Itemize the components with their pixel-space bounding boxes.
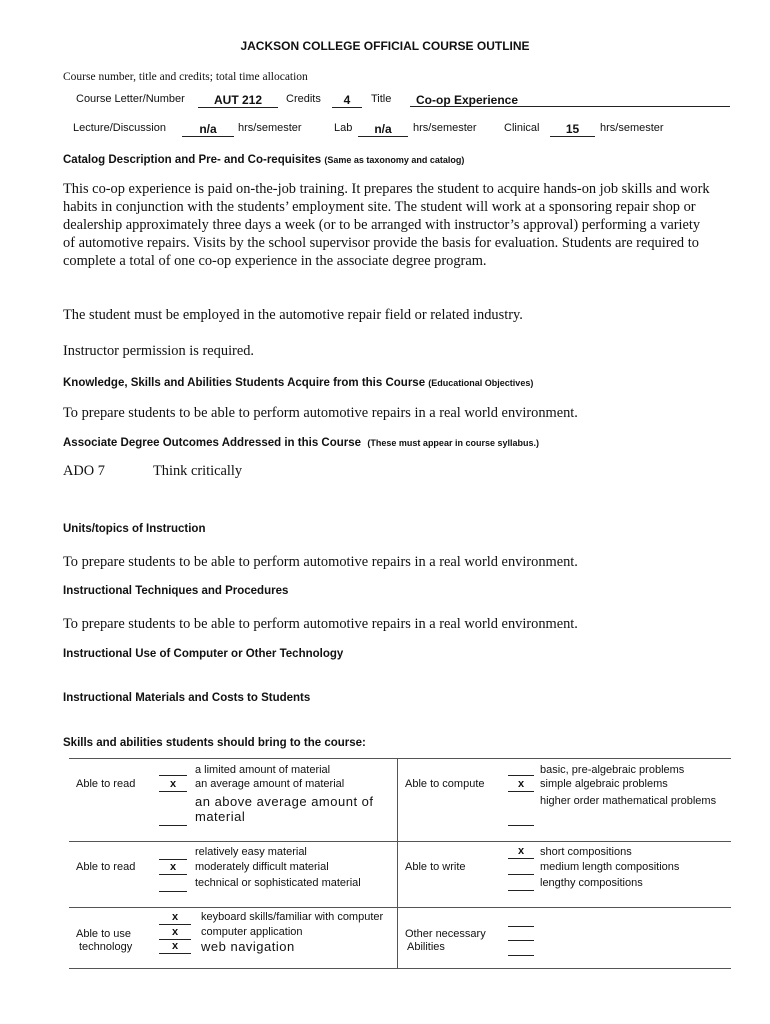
read-amount-check-2[interactable]: x [159, 778, 187, 792]
compute-check-2[interactable]: x [508, 778, 534, 792]
write-option-1: short compositions [540, 846, 632, 858]
materials-heading: Instructional Materials and Costs to Students [63, 692, 311, 704]
catalog-heading-text: Catalog Description and Pre- and Co-requisites [63, 154, 322, 166]
compute-option-1: basic, pre-algebraic problems [540, 764, 685, 776]
write-option-3: lengthy compositions [540, 877, 643, 889]
read-amount-option-2: an average amount of material [195, 778, 345, 790]
clinical-label: Clinical [504, 122, 540, 134]
read-difficulty-check-1[interactable] [159, 846, 187, 860]
computer-use-heading: Instructional Use of Computer or Other Technology [63, 648, 344, 660]
technology-check-1[interactable]: x [159, 911, 191, 925]
write-check-1[interactable]: x [508, 845, 534, 859]
read-amount-option-3: an above average amount of material [195, 794, 374, 824]
lab-label: Lab [334, 122, 353, 134]
title-label: Title [371, 93, 392, 105]
page-title: JACKSON COLLEGE OFFICIAL COURSE OUTLINE [240, 39, 530, 53]
read-difficulty-check-3[interactable] [159, 878, 187, 892]
able-to-read-difficulty-label: Able to read [76, 861, 136, 873]
abilities-label: Abilities [407, 941, 445, 953]
able-to-use-label: Able to use [76, 928, 132, 940]
other-abilities-label: Other necessary [405, 928, 486, 940]
ado-heading [63, 437, 539, 449]
read-amount-check-3[interactable] [159, 812, 187, 826]
ksa-heading-text: Knowledge, Skills and Abilities Students Acquire from this Course [63, 377, 426, 389]
compute-check-1[interactable] [508, 762, 534, 776]
ado-heading-note: (These must appear in course syllabus.) [367, 438, 539, 448]
read-difficulty-option-1: relatively easy material [195, 846, 307, 858]
read-amount-option-1: a limited amount of material [195, 764, 331, 776]
ado-heading-text: Associate Degree Outcomes Addressed in this Course [63, 437, 362, 449]
read-difficulty-option-3: technical or sophisticated material [195, 877, 361, 889]
lab-hrs-unit: hrs/semester [413, 122, 477, 134]
lecture-label: Lecture/Discussion [73, 122, 166, 134]
catalog-paragraph-2: The student must be employed in the automotive repair field or related industry. [63, 307, 523, 323]
technology-option-3: web navigation [201, 939, 295, 954]
catalog-paragraph-1: This co-op experience is paid on-the-job training. It prepares the student to acquire hands-on job skills and work habits in conjunction with the students’ employment site. The student will work at a sponsoring repair shop or dealership approximately three days a week (or to be arranged with instructor’s approval) performing a variety of automotive repairs. Visits by the school supervisor provide the basis for evaluation. Students are required to complete a total of one co-op experience in the associate degree program. [63, 181, 710, 269]
lecture-hours-field[interactable]: n/a [182, 122, 234, 137]
course-letter-number-label: Course Letter/Number [76, 93, 185, 105]
ado-text: Think critically [153, 463, 243, 479]
write-check-3[interactable] [508, 877, 534, 891]
able-to-read-label: Able to read [76, 778, 136, 790]
read-difficulty-option-2: moderately difficult material [195, 861, 329, 873]
clinical-hrs-unit: hrs/semester [600, 122, 664, 134]
other-abilities-check-3[interactable] [508, 942, 534, 956]
catalog-heading-note: (Same as taxonomy and catalog) [324, 155, 465, 165]
write-option-2: medium length compositions [540, 861, 680, 873]
technology-option-2: computer application [201, 926, 303, 938]
units-text: To prepare students to be able to perform automotive repairs in a real world environment. [63, 554, 578, 570]
catalog-paragraph-3: Instructor permission is required. [63, 343, 255, 359]
technology-option-1: keyboard skills/familiar with computer [201, 911, 384, 923]
techniques-heading: Instructional Techniques and Procedures [63, 585, 289, 597]
course-info-subheading: Course number, title and credits; total time allocation [63, 71, 308, 83]
read-amount-check-1[interactable] [159, 762, 187, 776]
units-heading: Units/topics of Instruction [63, 523, 206, 535]
compute-check-3[interactable] [508, 812, 534, 826]
technology-label: technology [79, 941, 133, 953]
course-title-field[interactable]: Co-op Experience [410, 93, 730, 107]
able-to-compute-label: Able to compute [405, 778, 485, 790]
course-letter-number-field[interactable]: AUT 212 [198, 93, 278, 108]
other-abilities-check-1[interactable] [508, 913, 534, 927]
compute-option-2: simple algebraic problems [540, 778, 668, 790]
ksa-heading-note: (Educational Objectives) [428, 378, 534, 388]
write-check-2[interactable] [508, 861, 534, 875]
credits-field[interactable]: 4 [332, 93, 362, 108]
technology-check-2[interactable]: x [159, 926, 191, 940]
skills-heading: Skills and abilities students should bring to the course: [63, 737, 366, 749]
ado-code: ADO 7 [63, 463, 105, 479]
catalog-heading [63, 154, 464, 166]
ksa-text: To prepare students to be able to perform automotive repairs in a real world environment. [63, 405, 578, 421]
compute-option-3: higher order mathematical problems [540, 795, 717, 807]
lecture-hrs-unit: hrs/semester [238, 122, 302, 134]
clinical-hours-field[interactable]: 15 [550, 122, 595, 137]
other-abilities-check-2[interactable] [508, 927, 534, 941]
read-difficulty-check-2[interactable]: x [159, 861, 187, 875]
techniques-text: To prepare students to be able to perform automotive repairs in a real world environment. [63, 616, 578, 632]
able-to-write-label: Able to write [405, 861, 466, 873]
technology-check-3[interactable]: x [159, 940, 191, 954]
ksa-heading [63, 377, 533, 389]
lab-hours-field[interactable]: n/a [358, 122, 408, 137]
credits-label: Credits [286, 93, 321, 105]
